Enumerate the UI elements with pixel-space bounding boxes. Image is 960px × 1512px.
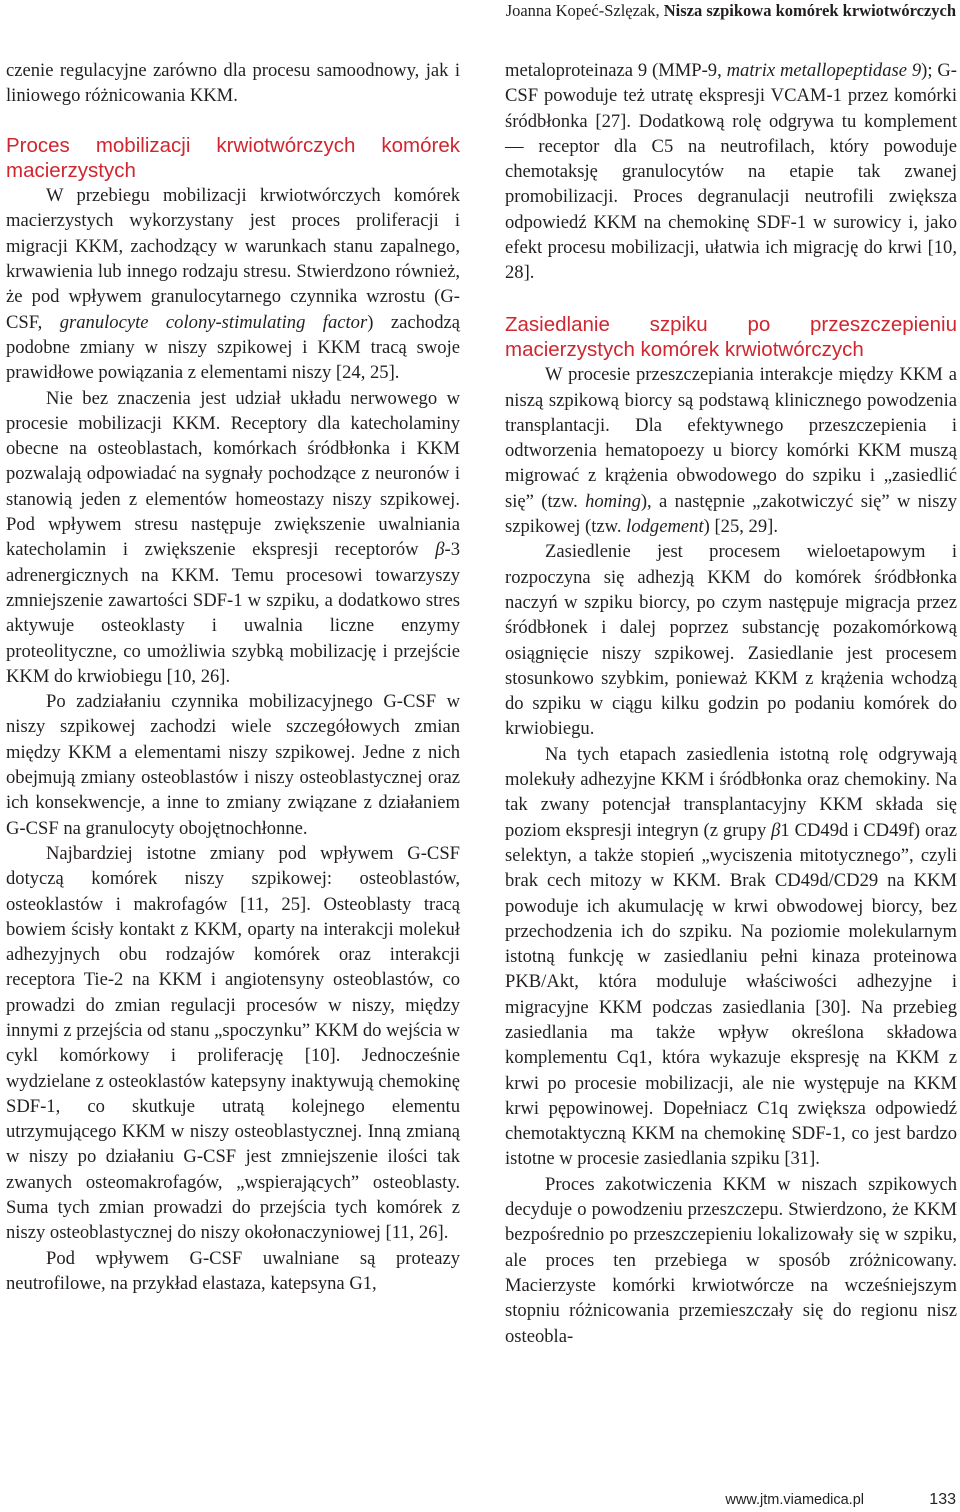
paragraph: Nie bez znaczenia jest udział układu nerwowego w procesie mobilizacji KKM. Receptory dla katecholaminy obecne na osteoblastach, komórkach śródbłonka i KKM pozwalają odpowiadać na sygnały pochodzące z neuronów i stanowią jeden z elementów homeostazy niszy szpikowej. Pod wpływem stresu następuje zwiększenie uwalniania katecholamin i zwiększenie ekspresji receptorów β-3 adrenergicznych na KKM. Temu procesowi towarzyszy zmniejszenie zawartości SDF-1 w szpiku, a dodatkowo stres aktywuje osteoklasty i uwalnia liczne enzymy proteolityczne, co umożliwia szybką mobilizację i przejście KKM do krwiobiegu [10, 26]. xyxy=(6,387,460,687)
paragraph: Pod wpływem G-CSF uwalniane są proteazy neutrofilowe, na przykład elastaza, katepsyna G1, xyxy=(6,1247,460,1294)
footer-url: www.jtm.viamedica.pl xyxy=(725,1492,864,1508)
running-head-author: Joanna Kopeć-Szlęzak, xyxy=(505,1,664,20)
page-number: 133 xyxy=(929,1491,956,1508)
paragraph: W przebiegu mobilizacji krwiotwórczych komórek macierzystych wykorzystany jest proces proliferacji i migracji KKM, zachodzący w warunkach stanu zapalnego, krwawienia lub innego rodzaju stresu. Stwierdzono również, że pod wpływem granulocytarnego czynnika wzrostu (G-CSF, granulocyte colony-stimulating factor) zachodzą podobne zmiany w niszy szpikowej i KKM tracą swoje prawidłowe powiązania z elementami niszy [24, 25]. xyxy=(6,185,460,384)
paragraph: Na tych etapach zasiedlenia istotną rolę odgrywają molekuły adhezyjne KKM i śródbłonka oraz chemokiny. Na tak zwany potencjał transplantacyjny KKM składa się poziom ekspresji integryn (z grupy β1 CD49d i CD49f) oraz selektyn, a także stopień „wyciszenia mitotycznego”, czyli brak cech mitozy w KKM. Brak CD49d/CD29 na KKM powoduje ich akumulację w krwi obwodowej biorcy, bez przechodzenia ich do szpiku. Na poziomie molekularnym istotną funkcję w zasiedlaniu pełni kinaza proteinowa PKB/Akt, która moduluje właściwości adhezyjne i migracyjne KKM podczas zasiedlania [30]. Na przebieg zasiedlania ma także wpływ określona składowa komplementu Cq1, która wykazuje ekspresję na KKM z krwi po procesie mobilizacji, ale nie występuje na KKM krwi pępowinowej. Dopełniacz C1q zwiększa odpowiedź chemotaktyczną KKM na chemokinę SDF-1, co jest bardzo istotne w procesie zasiedlania szpiku [31]. xyxy=(505,743,957,1170)
paragraph: Proces zakotwiczenia KKM w niszach szpikowych decyduje o powodzeniu przeszczepu. Stwierdzono, że KKM bezpośrednio po przeszczepieniu lokalizowały się w szpiku, ale proces ten przebiega w sposób zróżnicowany. Macierzyste komórki krwiotwórcze na wcześniejszym stopniu różnicowania przemieszczały się do regionu nisz osteobla- xyxy=(505,1173,957,1347)
paragraph: Zasiedlenie jest procesem wieloetapowym i rozpoczyna się adhezją KKM do komórek śródbłonka naczyń w szpiku biorcy, po czym następuje migracja przez śródbłonek i dalej poprzez substancję pozakomórkową osiągnięcie niszy szpikowej. Zasiedlanie jest procesem stosunkowo szybkim, ponieważ KKM z krążenia wchodzą do szpiku w ciągu kilku godzin po podaniu komórek do krwiobiegu. xyxy=(505,541,957,740)
paragraph: W procesie przeszczepiania interakcje między KKM a niszą szpikową biorcy są podstawą klinicznego powodzenia transplantacji. Dla efektywnego przeszczepienia i odtworzenia hematopoezy u biorcy komórki KKM muszą migrować z krążenia obwodowego do szpiku i „zasiedlić się” (tzw. homing), a następnie „zakotwiczyć się” w niszy szpikowej (tzw. lodgement) [25, 29]. xyxy=(505,364,957,538)
paragraph: czenie regulacyjne zarówno dla procesu samoodnowy, jak i liniowego różnicowania KKM. xyxy=(6,60,460,107)
paragraph: Najbardziej istotne zmiany pod wpływem G-CSF dotyczą komórek niszy szpikowej: osteoblastów, osteoklastów i makrofagów [11, 25]. Osteoblasty tracą bowiem ścisły kontakt z KKM, oparty na interakcji molekuł adhezyjnych obu rodzajów komórek oraz interakcji receptora Tie-2 na KKM i angiotensyny osteoblastów, co prowadzi do zmian regulacji procesów w niszy, między innymi z przejścia od stanu „spoczynku” KKM do wejścia w cykl komórkowy i proliferację [10]. Jednocześnie wydzielane z osteoklastów katepsyny inaktywują chemokinę SDF-1, co skutkuje utratą kolejnego elementu utrzymującego KKM w niszy osteoblastycznej. Inną zmianą w niszy po działaniu G-CSF jest zmniejszenie ilości tak zwanych osteomakrofagów, „wspierających” osteoblasty. Suma tych zmian prowadzi do przejścia tych komórek z niszy osteoblastycznej do niszy okołonaczyniowej [11, 26]. xyxy=(6,842,460,1244)
paragraph: Po zadziałaniu czynnika mobilizacyjnego G-CSF w niszy szpikowej zachodzi wiele szczegółowych zmian między KKM a elementami niszy szpikowej. Jedne z nich obejmują zmiany osteoblastów i niszy osteoblastycznej oraz ich konsekwencje, a inne to zmiany związane z działaniem G-CSF na granulocyty obojętnochłonne. xyxy=(6,691,460,839)
section-heading-mobilization: Proces mobilizacji krwiotwórczych komórek macierzystych xyxy=(6,133,460,182)
running-head xyxy=(506,0,956,22)
section-heading-homing: Zasiedlanie szpiku po przeszczepieniu macierzystych komórek krwiotwórczych xyxy=(505,312,957,361)
left-column xyxy=(6,58,460,1296)
running-head-title: Nisza szpikowa komórek krwiotwórczych xyxy=(663,1,956,20)
paragraph: metaloproteinaza 9 (MMP-9, matrix metallopeptidase 9); G-CSF powoduje też utratę ekspresji VCAM-1 przez komórki śródbłonka [27]. Dodatkową rolę odgrywa tu komplement — receptor dla C5 na neutrofilach, który powoduje chemotaksję granulocytów na etapie tak zwanej promobilizacji. Proces degranulacji neutrofili zwiększa odpowiedź KKM na chemokinę SDF-1 w surowicy i, jako efekt procesu mobilizacji, ułatwia ich migrację do krwi [10, 28]. xyxy=(505,60,957,284)
right-column xyxy=(505,58,957,1349)
